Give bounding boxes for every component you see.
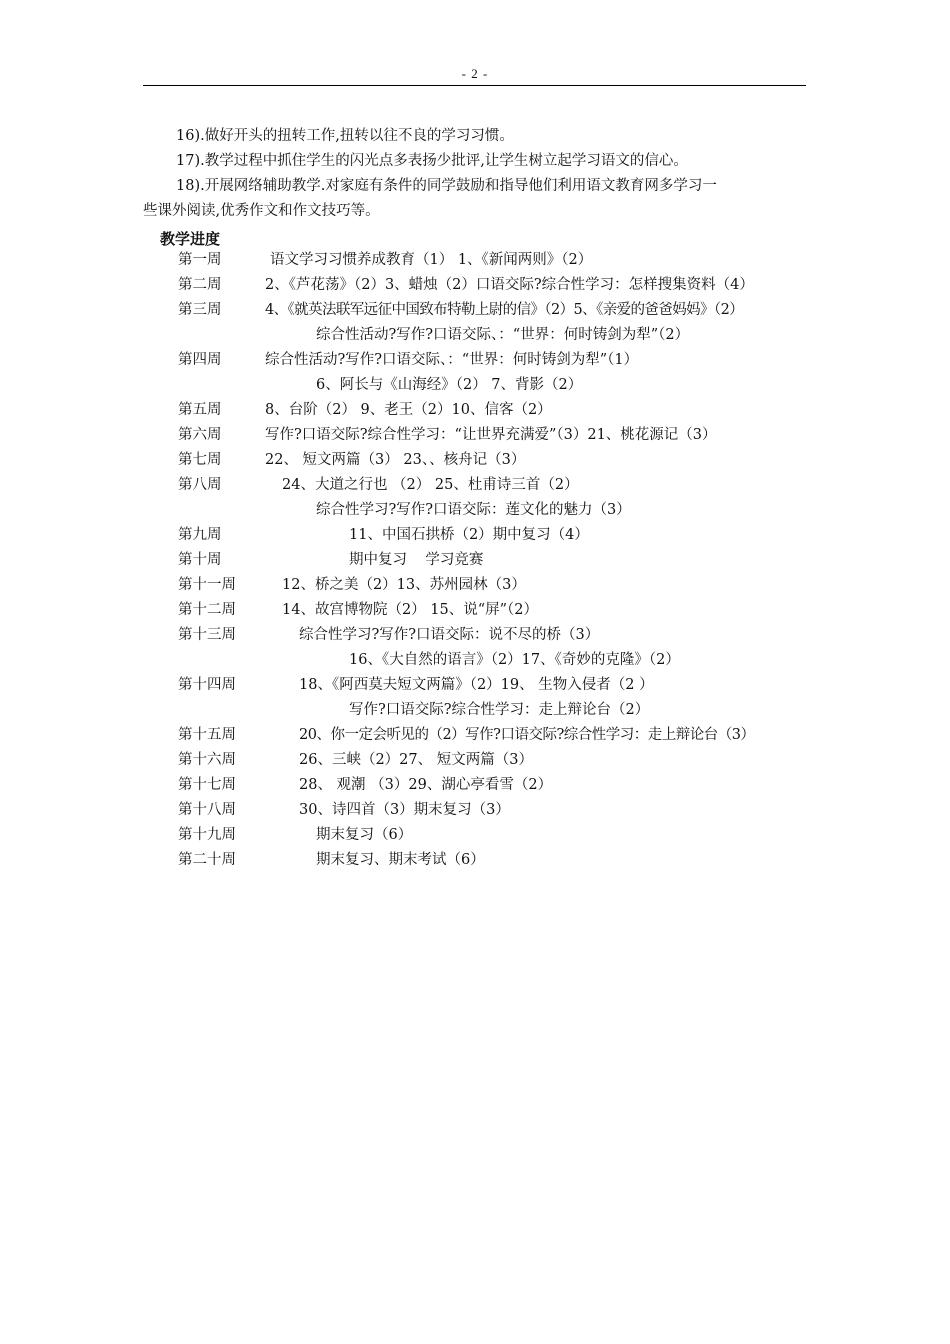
week-label: 第七周: [178, 452, 222, 468]
schedule-entry: 4、《就英法联军远征中国致布特勒上尉的信》（2）5、《亲爱的爸爸妈妈》（2）: [265, 302, 744, 318]
schedule-entry: 28、 观潮 （3）29、湖心亭看雪（2）: [299, 777, 553, 793]
week-label: 第二十周: [178, 852, 236, 868]
schedule-entry: 12、桥之美（2）13、苏州园林（3）: [282, 577, 526, 593]
schedule-entry: 综合性学习?写作?口语交际：莲文化的魅力（3）: [316, 502, 631, 518]
schedule-entry: 综合性学习?写作?口语交际：说不尽的桥（3）: [299, 627, 600, 643]
paragraph-18: 18).开展网络辅助教学.对家庭有条件的同学鼓励和指导他们利用语文教育网多学习一: [176, 178, 717, 194]
week-label: 第十周: [178, 552, 222, 568]
page-number: - 2 -: [461, 66, 489, 81]
schedule-entry: 期末复习、期末考试（6）: [316, 852, 485, 868]
week-label: 第十五周: [178, 727, 236, 743]
week-label: 第四周: [178, 352, 222, 368]
week-label: 第十七周: [178, 777, 236, 793]
schedule-entry: 综合性活动?写作?口语交际、：“世界：何时铸剑为犁”（2）: [316, 327, 690, 343]
paragraph-17: 17).教学过程中抓住学生的闪光点多表扬少批评,让学生树立起学习语文的信心。: [176, 153, 688, 169]
schedule-entry: 语文学习习惯养成教育（1） 1、《新闻两则》（2）: [270, 252, 593, 268]
schedule-entry: 写作?口语交际?综合性学习：“让世界充满爱”（3）21、桃花源记（3）: [265, 427, 717, 443]
week-label: 第一周: [178, 252, 222, 268]
schedule-entry: 14、故宫博物院（2） 15、说“屏”（2）: [282, 602, 539, 618]
schedule-entry: 期末复习（6）: [316, 827, 413, 843]
schedule-entry: 30、诗四首（3）期末复习（3）: [299, 802, 510, 818]
schedule-entry: 写作?口语交际?综合性学习：走上辩论台（2）: [349, 702, 650, 718]
week-label: 第十九周: [178, 827, 236, 843]
schedule-entry: 11、中国石拱桥（2）期中复习（4）: [349, 527, 589, 543]
schedule-entry: 综合性活动?写作?口语交际、：“世界：何时铸剑为犁”（1）: [265, 352, 639, 368]
week-label: 第十六周: [178, 752, 236, 768]
paragraph-18-continued: 些课外阅读,优秀作文和作文技巧等。: [143, 203, 380, 219]
schedule-entry: 20、你一定会听见的（2）写作?口语交际?综合性学习：走上辩论台（3）: [299, 727, 755, 743]
schedule-entry: 16、《大自然的语言》（2）17、《奇妙的克隆》（2）: [349, 652, 680, 668]
paragraph-16: 16).做好开头的扭转工作,扭转以往不良的学习习惯。: [176, 128, 514, 144]
week-label: 第十八周: [178, 802, 236, 818]
schedule-entry: 6、阿长与《山海经》（2） 7、背影（2）: [316, 377, 583, 393]
week-label: 第十二周: [178, 602, 236, 618]
schedule-entry: 期中复习 学习竞赛: [349, 552, 484, 568]
schedule-entry: 8、台阶（2） 9、老王（2）10、信客（2）: [265, 402, 552, 418]
schedule-entry: 2、《芦花荡》（2）3、蜡烛（2）口语交际?综合性学习：怎样搜集资料（4）: [265, 277, 754, 293]
header-rule: [143, 85, 806, 86]
week-label: 第十一周: [178, 577, 236, 593]
week-label: 第六周: [178, 427, 222, 443]
schedule-entry: 26、三峡（2）27、 短文两篇（3）: [299, 752, 533, 768]
week-label: 第二周: [178, 277, 222, 293]
week-label: 第五周: [178, 402, 222, 418]
section-title: 教学进度: [160, 230, 221, 248]
week-label: 第九周: [178, 527, 222, 543]
week-label: 第十四周: [178, 677, 236, 693]
schedule-entry: 22、 短文两篇（3） 23、、核舟记（3）: [265, 452, 526, 468]
week-label: 第三周: [178, 302, 222, 318]
week-label: 第十三周: [178, 627, 236, 643]
schedule-entry: 24、大道之行也 （2） 25、杜甫诗三首（2）: [282, 477, 579, 493]
week-label: 第八周: [178, 477, 222, 493]
schedule-entry: 18、《阿西莫夫短文两篇》（2）19、 生物入侵者（2 ）: [299, 677, 654, 693]
